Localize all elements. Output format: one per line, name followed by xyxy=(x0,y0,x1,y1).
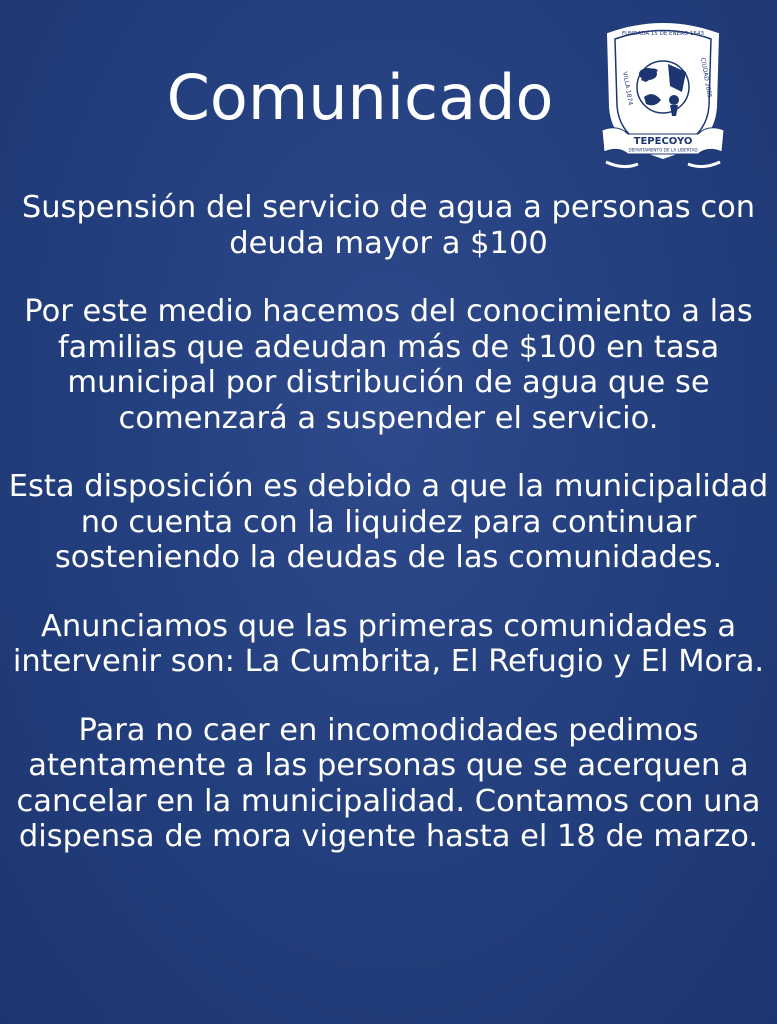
seal-top-text: FUNDADA 15 DE ENERO 1543 xyxy=(621,31,705,37)
announcement-heading: Suspensión del servicio de agua a personas con deuda mayor a $100 xyxy=(21,190,756,261)
paragraph-communities: Anunciamos que las primeras comunidades a intervenir son: La Cumbrita, El Refugio y El Mora. xyxy=(12,608,765,679)
announcement-body xyxy=(8,190,769,888)
seal-right-text: CIUDAD 2005 xyxy=(699,57,714,99)
seal-left-text: VILLA 1874 xyxy=(621,71,634,106)
seal-sub-text: DEPARTAMENTO DE LA LIBERTAD xyxy=(628,147,698,153)
paragraph-notice: Por este medio hacemos del conocimiento a las familias que adeudan más de $100 en tasa municipal por distribución de agua que se comenzará a suspender el servicio. xyxy=(24,294,753,436)
seal-name-text: TEPECOYO xyxy=(633,136,693,147)
paragraph-request: Para no caer en incomodidades pedimos atentamente a las personas que se acerquen a cancelar en la municipalidad. Contamos con una dispensa de mora vigente hasta el 18 de marzo. xyxy=(16,712,761,854)
page-title: Comunicado xyxy=(166,61,554,134)
tepecoyo-seal-logo xyxy=(598,12,728,182)
paragraph-reason: Esta disposición es debido a que la municipalidad no cuenta con la liquidez para continuar sosteniendo la deudas de las comunidades. xyxy=(8,469,769,575)
